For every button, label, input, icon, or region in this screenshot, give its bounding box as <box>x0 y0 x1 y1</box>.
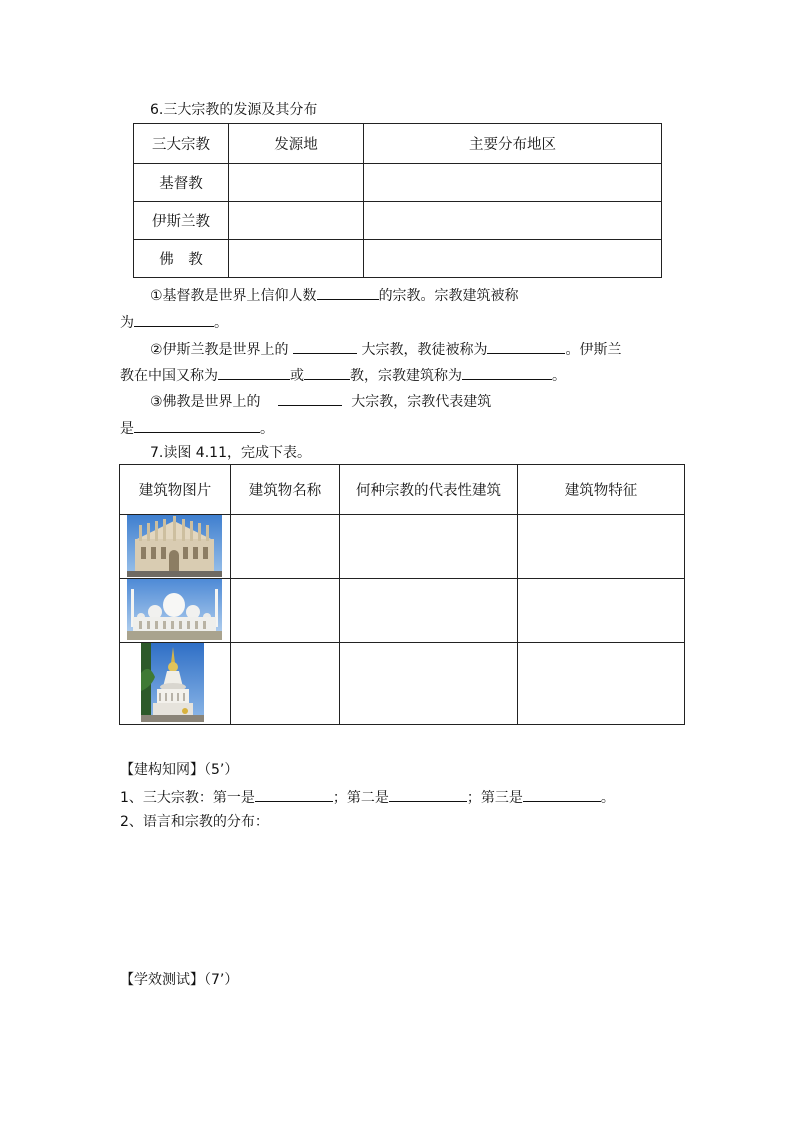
header-distribution: 主要分布地区 <box>364 124 662 164</box>
answer-cell[interactable] <box>364 164 662 202</box>
answer-cell[interactable] <box>340 643 518 725</box>
answer-cell[interactable] <box>229 202 364 240</box>
answer-blank[interactable] <box>293 338 357 354</box>
answer-cell[interactable] <box>518 643 685 725</box>
test-heading: 【学效测试】（7’） <box>120 972 239 988</box>
cathedral-image <box>127 515 222 577</box>
answer-cell[interactable] <box>231 579 340 643</box>
q7-title: 7.读图 4.11，完成下表。 <box>150 445 311 461</box>
answer-cell[interactable] <box>229 164 364 202</box>
answer-blank[interactable] <box>317 284 379 300</box>
answer-blank[interactable] <box>134 311 214 327</box>
fill-line-3: ②伊斯兰教是世界上的 大宗教，教徒被称为 。伊斯兰 <box>150 338 621 360</box>
knowledge-item-2: 2、语言和宗教的分布： <box>120 814 269 830</box>
fill-line-4: 教在中国又称为 或 教，宗教建筑称为 。 <box>120 364 566 386</box>
q6-title: 6.三大宗教的发源及其分布 <box>150 102 318 118</box>
answer-blank[interactable] <box>523 786 601 802</box>
row-label-islam: 伊斯兰教 <box>134 202 229 240</box>
answer-blank[interactable] <box>389 786 467 802</box>
answer-cell[interactable] <box>364 240 662 278</box>
answer-cell[interactable] <box>340 579 518 643</box>
knowledge-heading: 【建构知网】（5’） <box>120 762 239 778</box>
answer-cell[interactable] <box>518 579 685 643</box>
table-header-row <box>134 124 662 164</box>
header-feature: 建筑物特征 <box>518 465 685 515</box>
mosque-image <box>127 579 222 640</box>
header-religion: 何种宗教的代表性建筑 <box>340 465 518 515</box>
table-row <box>134 164 662 202</box>
table-row <box>134 240 662 278</box>
fill-line-6: 是 。 <box>120 417 274 439</box>
answer-blank[interactable] <box>487 338 565 354</box>
header-religion: 三大宗教 <box>134 124 229 164</box>
knowledge-item-1: 1、三大宗教：第一是 ；第二是 ；第三是 。 <box>120 786 615 808</box>
answer-cell[interactable] <box>518 515 685 579</box>
table-row <box>120 643 685 725</box>
stupa-image <box>141 643 204 722</box>
answer-cell[interactable] <box>231 515 340 579</box>
answer-blank[interactable] <box>278 390 342 406</box>
answer-cell[interactable] <box>364 202 662 240</box>
fill-line-1: ①基督教是世界上信仰人数 的宗教。宗教建筑被称 <box>150 284 519 306</box>
answer-blank[interactable] <box>134 417 260 433</box>
answer-cell[interactable] <box>229 240 364 278</box>
header-picture: 建筑物图片 <box>120 465 231 515</box>
table-header-row <box>120 465 685 515</box>
religion-origin-table <box>133 123 662 278</box>
header-name: 建筑物名称 <box>231 465 340 515</box>
header-origin: 发源地 <box>229 124 364 164</box>
table-row <box>134 202 662 240</box>
row-label-christianity: 基督教 <box>134 164 229 202</box>
fill-line-5: ③佛教是世界上的 大宗教，宗教代表建筑 <box>150 390 491 412</box>
answer-cell[interactable] <box>231 643 340 725</box>
answer-blank[interactable] <box>304 364 350 380</box>
fill-line-2: 为 。 <box>120 311 228 333</box>
answer-blank[interactable] <box>255 786 333 802</box>
answer-cell[interactable] <box>340 515 518 579</box>
answer-blank[interactable] <box>462 364 552 380</box>
answer-blank[interactable] <box>218 364 290 380</box>
row-label-buddhism: 佛 教 <box>134 240 229 278</box>
